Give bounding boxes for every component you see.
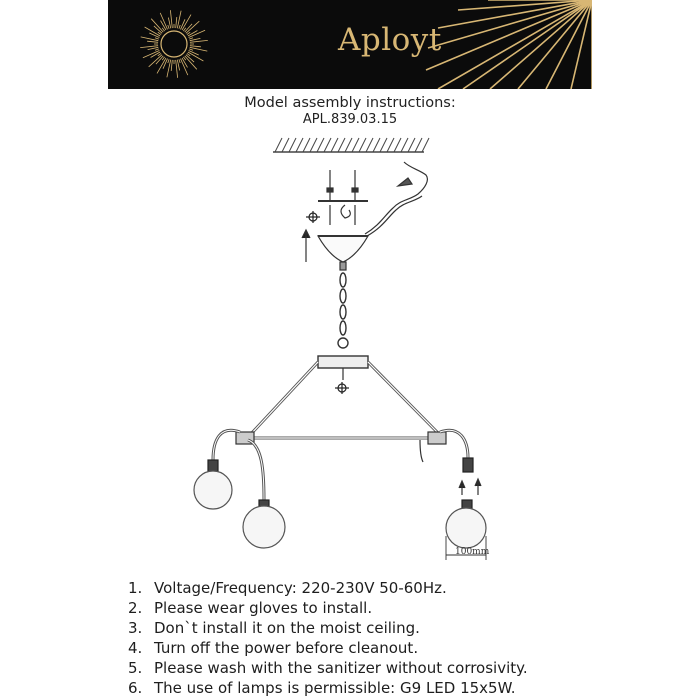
instruction-number: 3. — [128, 619, 143, 637]
instruction-text: The use of lamps is permissible: G9 LED 15x5W. — [154, 679, 516, 697]
instruction-text: Please wear gloves to install. — [154, 599, 373, 617]
model-code: APL.839.03.15 — [302, 112, 398, 127]
instruction-text: Don`t install it on the moist ceiling. — [154, 619, 420, 637]
instruction-item — [128, 678, 528, 698]
instruction-item — [128, 658, 528, 678]
mounting-screws — [318, 170, 368, 225]
brand-name: Aployt — [338, 22, 442, 58]
suspension-chain — [338, 273, 348, 348]
lamp-sockets — [208, 458, 473, 514]
instruction-item — [128, 618, 528, 638]
frame — [245, 362, 445, 438]
glass-globes — [194, 471, 486, 548]
instructions-list — [128, 578, 528, 698]
ceiling-canopy — [318, 236, 368, 270]
instruction-number: 6. — [128, 679, 143, 697]
central-hub — [318, 356, 368, 380]
globe-diameter-label: 100mm — [455, 547, 490, 557]
instruction-item — [128, 638, 528, 658]
supply-wires — [365, 162, 427, 236]
instruction-text: Voltage/Frequency: 220-230V 50-60Hz. — [154, 579, 447, 597]
instruction-number: 5. — [128, 659, 143, 677]
instruction-text: Please wash with the sanitizer without corrosivity. — [154, 659, 528, 677]
frame-inner — [245, 362, 445, 438]
instruction-number: 2. — [128, 599, 143, 617]
instruction-number: 1. — [128, 579, 143, 597]
instructions-heading: Model assembly instructions: — [244, 95, 456, 111]
ceiling-hatch — [273, 138, 429, 152]
instruction-number: 4. — [128, 639, 143, 657]
instruction-text: Turn off the power before cleanout. — [154, 639, 419, 657]
instruction-item — [128, 578, 528, 598]
instruction-item — [128, 598, 528, 618]
